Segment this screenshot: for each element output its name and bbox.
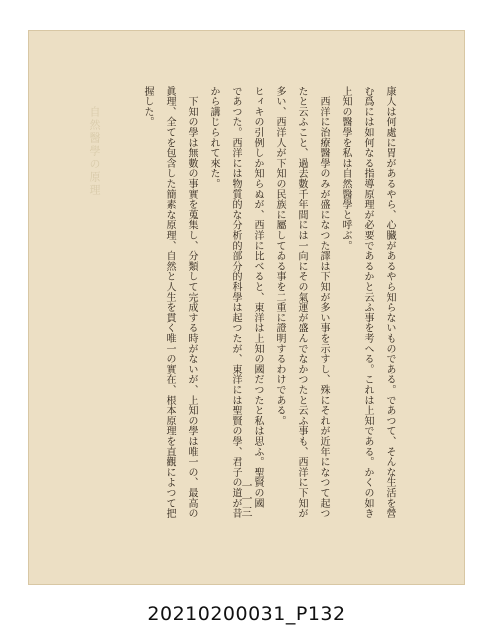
- text-column: たと云ふこと、過去數千年間には一向にその氣運が盛んでなかつたと云ふ事も、西洋に下知が: [296, 86, 307, 519]
- document-page: [28, 30, 465, 585]
- text-column: 上知の醫學を私は自然醫學と呼ぶ。: [340, 86, 351, 251]
- text-column: 多い、西洋人が下知の民族に屬してゐる事を二重に證明するわけである。: [274, 86, 285, 426]
- text-column: む爲には如何なる指導原理が必要であるかと云ふ事を考へる。これは上知である。かくの如き: [362, 86, 373, 519]
- text-column: 握した。: [142, 86, 153, 128]
- image-caption: 20210200031_P132: [147, 603, 346, 625]
- page-number: 一一三: [240, 480, 253, 519]
- text-column: 康人は何處に胃があるやら、心臓があるやら知らないものである。であつて、そんな生活を營: [384, 86, 395, 519]
- text-column: から講じられて來た。: [208, 86, 219, 189]
- show-through-text: 自然醫學の原理: [88, 106, 101, 197]
- text-column: 下知の學は無數の事實を蒐集し、分類して完成する時がないが、上知の學は唯一の、最高の: [186, 86, 197, 519]
- text-column: ヒィキの引例しか知らぬが、西洋に比べると、東洋は上知の國だつたと私は思ふ。聖賢の國: [252, 86, 263, 509]
- text-column: であつた。西洋には物質的な分析的部分的科學は起つたが、東洋には聖賢の學、君子の道が昔: [230, 86, 241, 519]
- text-column: 眞理、全てを包含した簡素な原理、自然と人生を貫く唯一の實在、根本原理を直觀によつて把: [164, 86, 175, 519]
- text-column: 西洋に治療醫學のみが盛になつた譯は下知が多い事を示すし、殊にそれが近年になつて起つ: [318, 86, 329, 519]
